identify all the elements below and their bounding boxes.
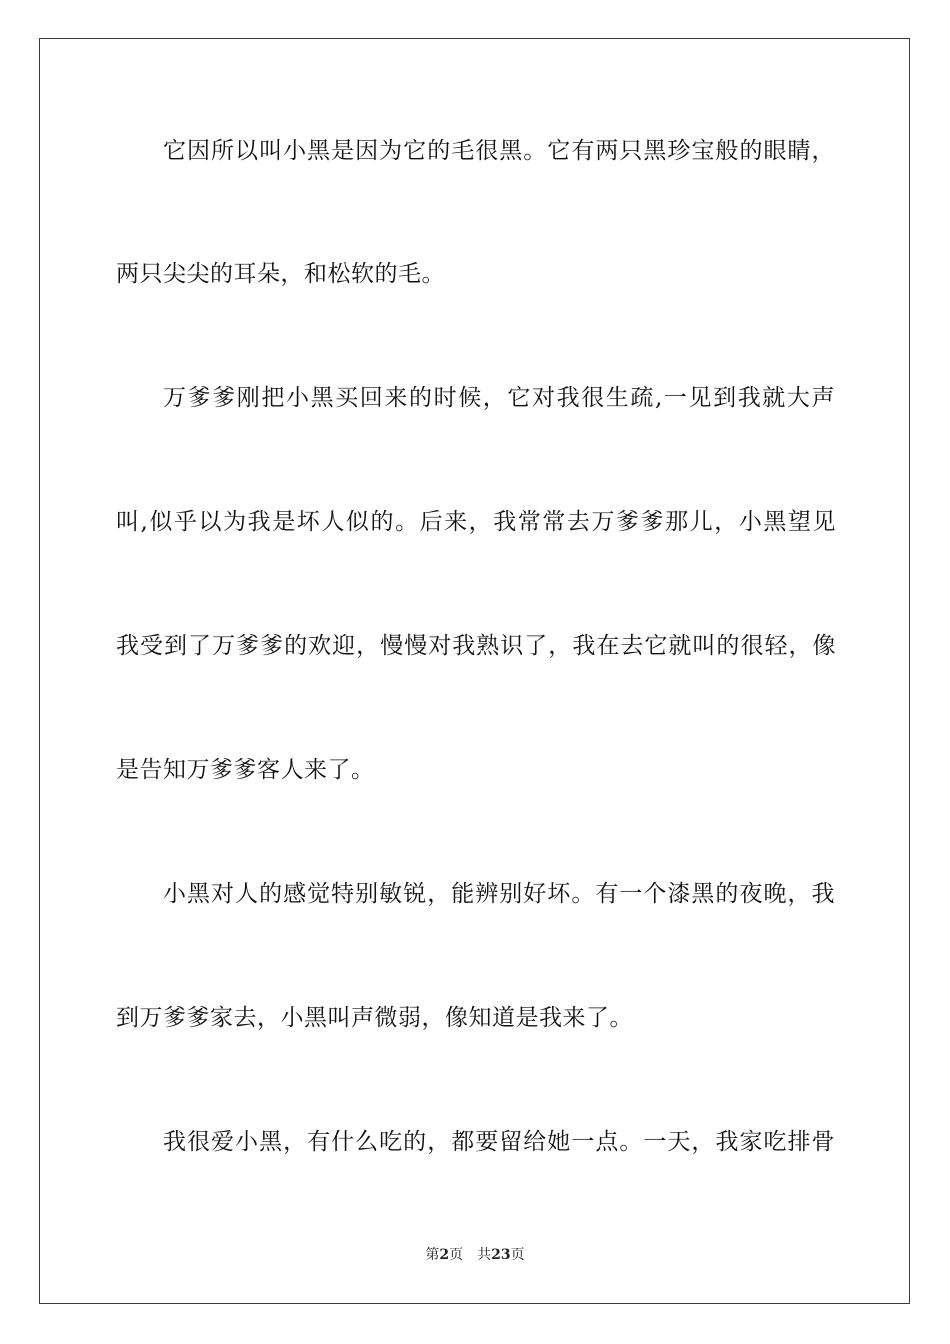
paragraph-3-line-2: 到万爹爹家去，小黑叫声微弱，像知道是我来了。 [116, 1005, 633, 1031]
paragraph-1-line-1: 它因所以叫小黑是因为它的毛很黑。它有两只黑珍宝般的眼睛， [163, 138, 835, 164]
paragraph-2-line-4: 是告知万爹爹客人来了。 [116, 757, 375, 783]
page-prefix: 第 [425, 1247, 440, 1263]
paragraph-2-line-2: 叫,似乎以为我是坏人似的。后来，我常常去万爹爹那儿，小黑望见 [116, 509, 836, 535]
paragraph-3-line-1: 小黑对人的感觉特别敏锐，能辨别好坏。有一个漆黑的夜晚，我 [163, 881, 835, 907]
paragraph-2-line-3: 我受到了万爹爹的欢迎，慢慢对我熟识了，我在去它就叫的很轻，像 [116, 633, 836, 659]
paragraph-2-line-1: 万爹爹刚把小黑买回来的时候，它对我很生疏,一见到我就大声 [163, 385, 835, 411]
page-footer [0, 1246, 950, 1264]
paragraph-1-line-2: 两只尖尖的耳朵，和松软的毛。 [116, 261, 445, 287]
total-pages: 23 [491, 1247, 511, 1263]
total-prefix: 共 [477, 1247, 492, 1263]
page-border [39, 38, 910, 1304]
total-suffix: 页 [510, 1247, 525, 1263]
page-suffix: 页 [449, 1247, 464, 1263]
paragraph-4-line-1: 我很爱小黑，有什么吃的，都要留给她一点。一天，我家吃排骨 [163, 1129, 835, 1155]
page-number: 2 [439, 1247, 450, 1263]
